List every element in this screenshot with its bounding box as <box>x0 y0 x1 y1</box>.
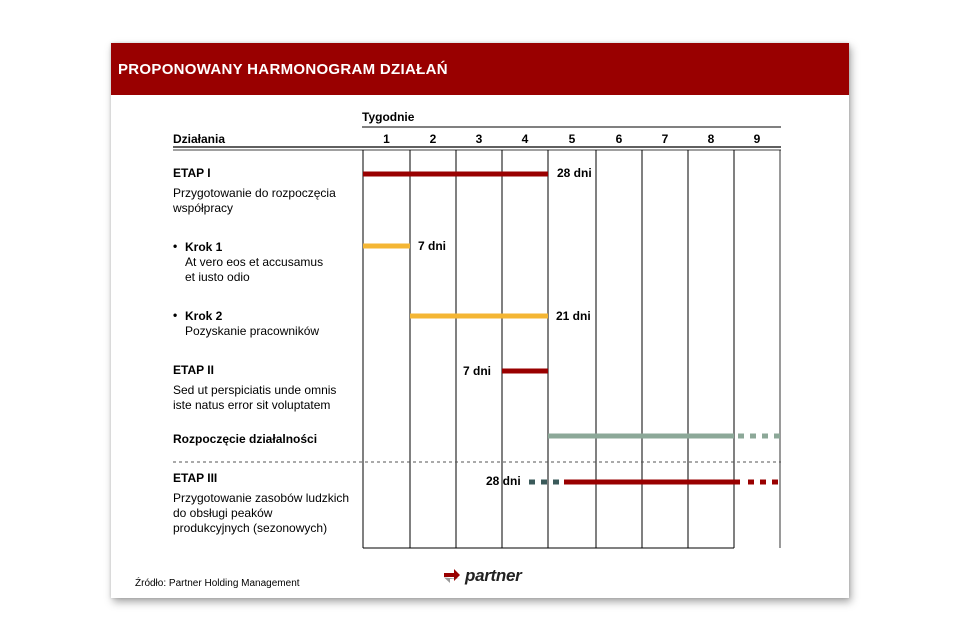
week-label-3: 3 <box>475 132 483 146</box>
duration-etap-3: 28 dni <box>486 474 521 488</box>
row-title-krok-1: Krok 1 <box>185 240 223 254</box>
page-title: PROPONOWANY HARMONOGRAM DZIAŁAŃ <box>118 61 448 78</box>
week-label-6: 6 <box>615 132 623 146</box>
source-note: Źródło: Partner Holding Management <box>135 578 300 589</box>
week-label-4: 4 <box>521 132 529 146</box>
row-desc-etap-2-line-1: Sed ut perspiciatis unde omnis <box>173 383 337 397</box>
week-label-5: 5 <box>568 132 576 146</box>
partner-logo-icon <box>442 567 462 585</box>
row-desc-etap-3-line-1: Przygotowanie zasobów ludzkich <box>173 491 350 505</box>
partner-logo-text: partner <box>465 566 522 585</box>
row-desc-etap-3-line-2: do obsługi peaków <box>173 506 273 520</box>
week-label-8: 8 <box>707 132 715 146</box>
row-title-etap-3: ETAP III <box>173 471 218 485</box>
duration-krok-1: 7 dni <box>418 239 447 253</box>
row-desc-krok-1-line-2: et iusto odio <box>185 270 250 284</box>
row-desc-etap-3-line-3: produkcyjnych (sezonowych) <box>173 521 328 535</box>
week-label-2: 2 <box>429 132 437 146</box>
row-desc-krok-2-line-1: Pozyskanie pracowników <box>185 324 320 338</box>
row-desc-etap-2-line-2: iste natus error sit voluptatem <box>173 398 331 412</box>
bullet-icon: • <box>173 308 178 322</box>
activities-header: Działania <box>173 132 226 146</box>
row-title-krok-2: Krok 2 <box>185 309 223 323</box>
row-desc-krok-1-line-1: At vero eos et accusamus <box>185 255 324 269</box>
duration-etap-2: 7 dni <box>463 364 492 378</box>
duration-krok-2: 21 dni <box>556 309 591 323</box>
bullet-icon: • <box>173 239 178 253</box>
partner-logo <box>442 566 521 586</box>
duration-etap-1: 28 dni <box>557 166 592 180</box>
row-desc-etap-1-line-2: współpracy <box>173 201 234 215</box>
week-label-1: 1 <box>383 132 390 146</box>
row-title-launch: Rozpoczęcie działalności <box>173 432 318 446</box>
weeks-header: Tygodnie <box>362 110 415 124</box>
week-label-9: 9 <box>753 132 761 146</box>
row-title-etap-2: ETAP II <box>173 363 214 377</box>
row-desc-etap-1-line-1: Przygotowanie do rozpoczęcia <box>173 186 336 200</box>
week-label-7: 7 <box>661 132 669 146</box>
row-title-etap-1: ETAP I <box>173 166 211 180</box>
